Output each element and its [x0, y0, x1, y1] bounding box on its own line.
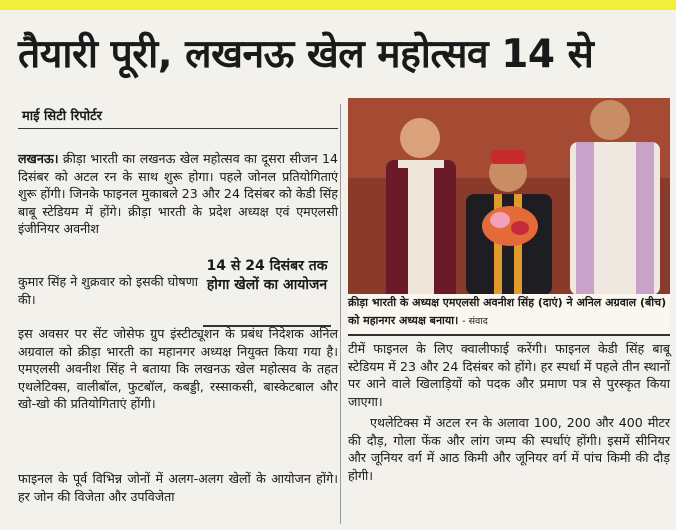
paragraph-5: एथलेटिक्स में अटल रन के अलावा 100, 200 और 400 मीटर की दौड़, गोला फेंक और लांग जम्प की स्पर्धाएं होंगी। इसमें सीनियर और जूनियर वर्ग में आठ किमी और जूनियर वर्ग में पांच किमी की दौड़ होगी।: [348, 415, 670, 483]
callout-text: 14 से 24 दिसंबर तक होगा खेलों का आयोजन: [206, 258, 328, 293]
photo-caption: [348, 294, 670, 336]
article-photo: [348, 98, 670, 295]
person-left-head: [400, 118, 440, 158]
paragraph-1-text: क्रीड़ा भारती का लखनऊ खेल महोत्सव का दूसरा सीजन 14 दिसंबर को अटल रन के साथ शुरू होगा। पहले जोनल प्रतियोगिताएं शुरू होंगी। जिनके फाइनल मुकाबले 23 और 24 दिसंबर को केडी सिंह बाबू स्टेडियम में होंगे। क्रीड़ा भारती के प्रदेश अध्यक्ष एवं एमएलसी इंजीनियर अवनीश: [18, 151, 339, 237]
callout-box: [203, 253, 331, 327]
dateline: लखनऊ।: [18, 151, 59, 166]
column-divider: [340, 104, 341, 524]
bouquet: [482, 206, 538, 246]
paragraph-4: टीमें फाइनल के लिए क्वालीफाई करेंगी। फाइनल केडी सिंह बाबू स्टेडियम में 23 और 24 दिसंबर को होंगे। हर स्पर्धा में पहले तीन स्थानों पर आने वाले खिलाड़ियों को पदक और प्रमाण पत्र से पुरस्कृत किया जाएगा।: [348, 341, 670, 409]
person-right-head: [590, 100, 630, 140]
paragraph-1: [18, 150, 338, 238]
paragraph-1-tail: कुमार सिंह ने शुक्रवार को इसकी घोषणा की।: [18, 274, 198, 307]
photo-illustration: [348, 98, 670, 295]
article-headline: तैयारी पूरी, लखनऊ खेल महोत्सव 14 से: [18, 32, 594, 77]
caption-credit: - संवाद: [462, 316, 488, 327]
caption-text: क्रीड़ा भारती के अध्यक्ष एमएलसी अवनीश सिंह (दाएं) ने अनिल अग्रवाल (बीच) को महानगर अध्यक्ष बनाया।: [348, 296, 667, 327]
byline-rule: [18, 128, 338, 129]
paragraph-2: इस अवसर पर सेंट जोसेफ ग्रुप इंस्टीट्यूशन के प्रबंध निदेशक अनिल अग्रवाल को क्रीड़ा भारती का महानगर अध्यक्ष नियुक्त किया गया है। एमएलसी अवनीश सिंह ने बताया कि लखनऊ खेल महोत्सव के तहत एथलेटिक्स, वालीबॉल, फुटबॉल, कबड्डी, रस्साकसी, बास्केटबाल और खो-खो की प्रतियोगिताएं होंगी।: [18, 326, 338, 412]
paragraph-3: फाइनल के पूर्व विभिन्न जोनों में अलग-अलग खेलों के आयोजन होंगे। हर जोन की विजेता और उपविजेता: [18, 471, 338, 504]
highlight-bar: [0, 0, 676, 10]
byline: माई सिटी रिपोर्टर: [22, 109, 102, 124]
